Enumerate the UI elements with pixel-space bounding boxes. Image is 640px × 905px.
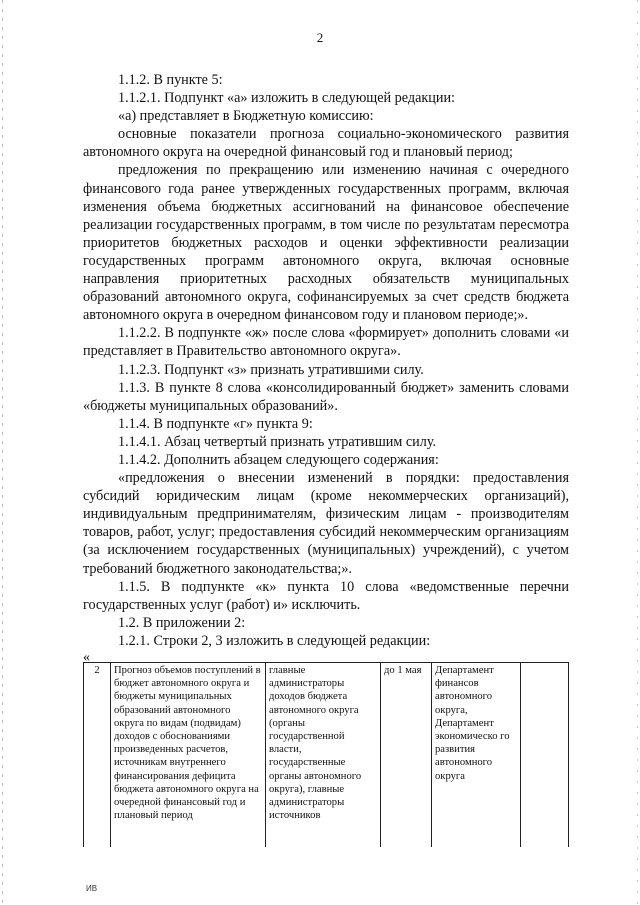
scan-edge-left <box>2 0 3 905</box>
cell-extra <box>521 663 569 848</box>
footer-mark: ИВ <box>86 884 98 893</box>
table-row <box>84 663 569 848</box>
paragraph: 1.1.2.2. В подпункте «ж» после слова «формирует» дополнить словами «и представляет в Правительство автономного округа». <box>83 325 569 360</box>
paragraph: 1.1.4.2. Дополнить абзацем следующего содержания: <box>118 451 439 468</box>
paragraph: «а) представляет в Бюджетную комиссию: <box>118 108 374 125</box>
paragraph: «предложения о внесении изменений в порядки: предоставления субсидий юридическим лицам (кроме некоммерческих организаций), индивидуальным предпринимателям, физическим лицам - производителям товаров, работ, услуг; предоставления субсидий некоммерческим организациям (за исключением государственных (муниципальных) учреждений), с учетом требований бюджетного законодательства;». <box>83 470 569 577</box>
paragraph: 1.2.1. Строки 2, 3 изложить в следующей редакции: <box>118 632 431 649</box>
page-number: 2 <box>316 30 324 45</box>
paragraph: 1.1.2.1. Подпункт «а» изложить в следующей редакции: <box>118 90 455 107</box>
scan-edge-right <box>637 0 638 905</box>
cell-responsible: главные администраторы доходов бюджета автономного округа (органы государственной власти, государственные органы автономного округа), главные администраторы источников <box>266 663 381 848</box>
cell-term: до 1 мая <box>381 663 432 848</box>
paragraph: 1.1.2. В пункте 5: <box>118 72 223 88</box>
paragraph: 1.1.3. В пункте 8 слова «консолидированный бюджет» заменить словами «бюджеты муниципальных образований». <box>83 379 569 414</box>
paragraph: 1.2. В приложении 2: <box>118 614 246 631</box>
paragraph: предложения по прекращению или изменению начиная с очередного финансового года ранее утвержденных государственных программ, включая изменения объема бюджетных ассигнований на финансовое обеспечение реализации государственных программ, в том числе по результатам пересмотра приоритетов бюджетных расходов и оценки эффективности реализации государственных программ автономного округа, включая основные направления приоритетных расходных обязательств муниципальных образований автономного округа, софинансируемых за счет средств бюджета автономного округа в очередном финансовом году и плановом периоде;». <box>83 162 569 324</box>
paragraph: основные показатели прогноза социально-экономического развития автономного округа на очередной финансовый год и плановый период; <box>83 126 569 161</box>
cell-executor: Департамент финансов автономного округа, Департамент экономическо го развития автономного округа <box>432 663 521 848</box>
cell-row-number: 2 <box>84 663 111 848</box>
table-opening-quote: « <box>83 650 90 665</box>
paragraph: 1.1.4. В подпункте «г» пункта 9: <box>118 415 313 432</box>
document-table <box>83 662 569 847</box>
paragraph: 1.1.5. В подпункте «к» пункта 10 слова «ведомственные перечни государственных услуг (работ) и» исключить. <box>83 578 569 613</box>
cell-name: Прогноз объемов поступлений в бюджет автономного округа и бюджеты муниципальных образований автономного округа по видам (подвидам) доходов с обоснованиями произведенных расчетов, источникам внутреннего финансирования дефицита бюджета автономного округа на очередной финансовый год и плановый период <box>111 663 266 848</box>
paragraph: 1.1.4.1. Абзац четвертый признать утратившим силу. <box>118 433 437 450</box>
paragraph: 1.1.2.3. Подпункт «з» признать утратившими силу. <box>118 361 424 378</box>
document-body <box>83 71 569 650</box>
